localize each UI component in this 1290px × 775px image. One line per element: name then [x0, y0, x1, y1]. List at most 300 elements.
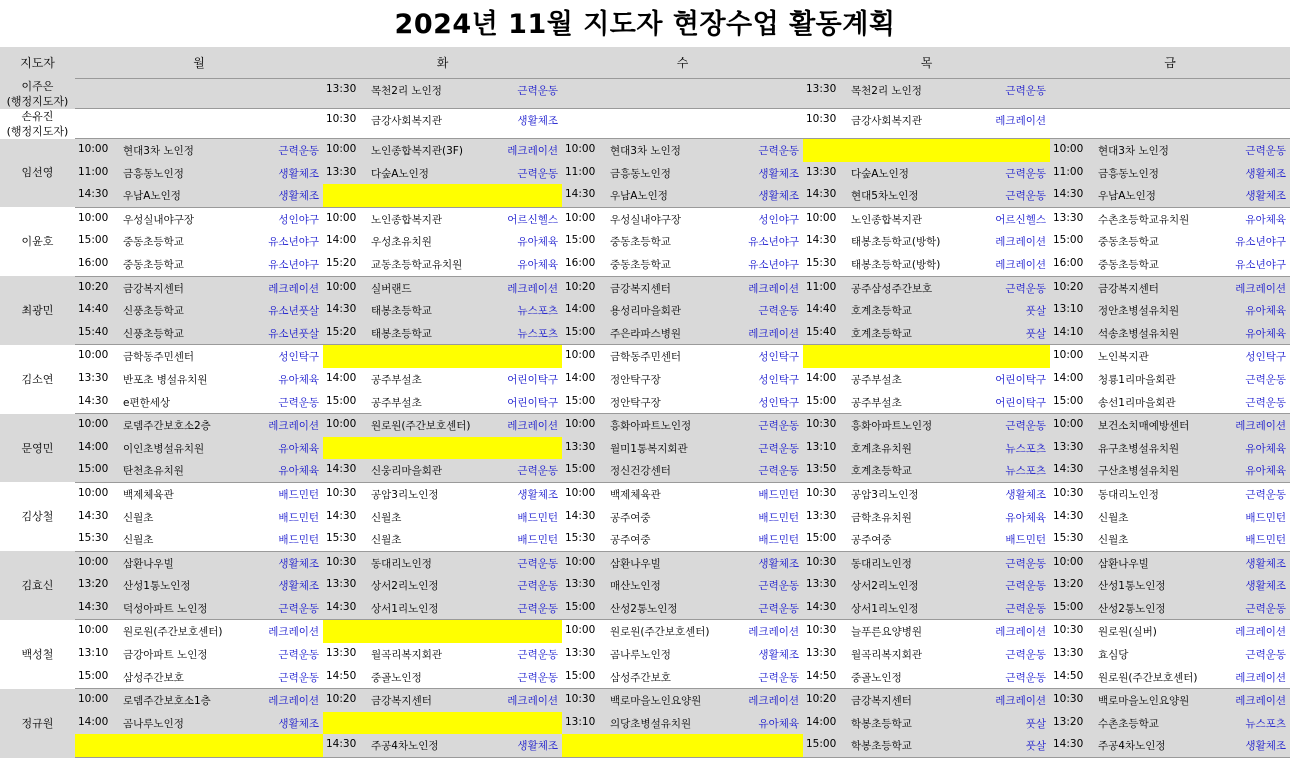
- session-activity: 성인탁구: [758, 351, 799, 364]
- session-time: 15:00: [78, 234, 109, 247]
- schedule-cell: [803, 689, 1050, 712]
- schedule-cell: [562, 368, 803, 391]
- schedule-cell: [803, 322, 1050, 345]
- session-time: 15:00: [806, 738, 837, 751]
- schedule-cell: [323, 528, 562, 551]
- schedule-cell: [1050, 253, 1290, 276]
- session-activity: 풋살: [1025, 305, 1046, 318]
- session-activity: 유아체육: [517, 236, 558, 249]
- session-activity: 근력운동: [278, 602, 319, 615]
- session-place: 우남A노인정: [1098, 190, 1156, 203]
- session-activity: 근력운동: [1005, 282, 1046, 295]
- page-title: 2024년 11월 지도자 현장수업 활동계획: [394, 9, 896, 40]
- session-place: 현대3차 노인정: [1098, 145, 1169, 157]
- schedule-cell: [1050, 139, 1290, 162]
- schedule-cell: [562, 620, 803, 643]
- schedule-cell: [75, 207, 323, 230]
- session-time: 14:30: [806, 188, 837, 201]
- session-time: 14:00: [806, 371, 837, 384]
- schedule-cell: [75, 253, 323, 276]
- session-time: 10:30: [806, 555, 837, 568]
- session-place: 원로원(실버): [1098, 626, 1157, 639]
- session-place: 이인초병설유치원: [123, 442, 205, 455]
- session-activity: 생활체조: [1245, 557, 1286, 570]
- session-place: 정신건강센터: [610, 465, 671, 478]
- session-time: 15:40: [78, 325, 109, 338]
- session-time: 15:40: [806, 325, 837, 338]
- session-time: 13:20: [1053, 578, 1084, 591]
- session-activity: 근력운동: [1245, 649, 1286, 662]
- session-place: 반포초 병설유치원: [123, 373, 208, 386]
- session-activity: 유소년풋살: [268, 305, 319, 318]
- session-activity: 유아체육: [278, 465, 319, 478]
- session-place: 금강복지센터: [851, 695, 912, 708]
- schedule-cell: [1050, 276, 1290, 299]
- session-time: 14:00: [326, 234, 357, 247]
- instructor-name: 김상철: [21, 510, 54, 524]
- session-time: 10:00: [565, 418, 596, 431]
- instructor-name: 문영민: [21, 441, 54, 455]
- session-place: 수촌초등학교: [1098, 717, 1159, 730]
- schedule-row: [0, 345, 1290, 368]
- session-time: 10:00: [806, 211, 837, 224]
- session-time: 15:20: [326, 325, 357, 338]
- session-place: 신풍초등학교: [123, 305, 184, 318]
- session-activity: 풋살: [1025, 740, 1046, 753]
- session-activity: 근력운동: [278, 671, 319, 684]
- session-time: 14:40: [78, 303, 109, 316]
- session-place: 공주부설초: [851, 373, 902, 386]
- session-place: 동대리노인정: [371, 557, 432, 570]
- session-place: 우남A노인정: [610, 190, 668, 203]
- instructor-name: 김소연: [21, 372, 54, 386]
- session-activity: 근력운동: [1005, 420, 1046, 433]
- session-place: 우남A노인정: [123, 190, 181, 203]
- session-place: 우성실내야구장: [123, 213, 195, 226]
- schedule-cell: [323, 207, 562, 230]
- schedule-cell: [562, 207, 803, 230]
- session-time: 10:20: [326, 693, 357, 706]
- session-time: 13:30: [326, 165, 357, 178]
- session-time: 13:30: [565, 440, 596, 453]
- session-time: 15:00: [1053, 234, 1084, 247]
- session-activity: 레크레이션: [1235, 671, 1286, 684]
- session-place: 효심당: [1098, 649, 1129, 662]
- schedule-cell: [323, 734, 562, 757]
- instructor-name-cell: [0, 482, 75, 551]
- schedule-row: [0, 368, 1290, 391]
- session-activity: 근력운동: [1245, 373, 1286, 386]
- schedule-cell: [1050, 368, 1290, 391]
- session-place: 신월초: [123, 511, 154, 524]
- session-time: 15:00: [326, 394, 357, 407]
- session-place: 탄천초유치원: [123, 465, 184, 478]
- session-place: 태봉초등학교: [371, 327, 432, 340]
- session-activity: 레크레이션: [507, 695, 558, 708]
- session-time: 14:00: [78, 715, 109, 728]
- schedule-cell: [803, 734, 1050, 757]
- session-activity: 어린이탁구: [995, 396, 1046, 409]
- schedule-cell: [1050, 414, 1290, 437]
- schedule-cell: [75, 712, 323, 735]
- schedule-cell: [803, 276, 1050, 299]
- session-time: 10:00: [1053, 555, 1084, 568]
- session-time: 10:00: [1053, 143, 1084, 155]
- schedule-cell: [323, 414, 562, 437]
- schedule-cell: [323, 368, 562, 391]
- session-activity: 근력운동: [1005, 671, 1046, 684]
- session-activity: 근력운동: [1245, 145, 1286, 157]
- session-activity: 근력운동: [758, 580, 799, 593]
- session-place: 월곡리복지회관: [371, 649, 443, 662]
- highlight-cell: [803, 345, 1050, 368]
- session-activity: 근력운동: [517, 602, 558, 615]
- session-place: e편한세상: [123, 396, 171, 409]
- session-place: 신월초: [371, 511, 402, 524]
- schedule-row: [0, 689, 1290, 712]
- schedule-cell: [1050, 184, 1290, 207]
- instructor-name-cell: [0, 620, 75, 689]
- session-activity: 레크레이션: [507, 282, 558, 295]
- session-time: 11:00: [1053, 165, 1084, 178]
- session-place: 금강복지센터: [610, 282, 671, 295]
- session-activity: 레크레이션: [1235, 282, 1286, 295]
- session-time: 14:30: [78, 188, 109, 201]
- session-place: 신웅리마을회관: [371, 465, 443, 478]
- session-time: 10:30: [806, 486, 837, 499]
- schedule-row: [0, 276, 1290, 299]
- header-friday: 금: [1050, 47, 1290, 79]
- session-place: 정안탁구장: [610, 373, 661, 386]
- session-time: 10:30: [326, 555, 357, 568]
- session-time: 15:20: [326, 256, 357, 269]
- schedule-cell: [75, 414, 323, 437]
- session-place: 로뎀주간보호소1층: [123, 695, 211, 708]
- schedule-cell: [803, 368, 1050, 391]
- session-time: 14:00: [326, 371, 357, 384]
- instructor-name-cell: [0, 345, 75, 414]
- session-place: 태봉초등학교(방학): [851, 258, 941, 271]
- session-place: 백제체육관: [610, 488, 661, 501]
- session-place: 삼환나우빌: [123, 557, 174, 570]
- schedule-cell: [1050, 643, 1290, 666]
- session-time: 11:00: [565, 165, 596, 178]
- session-place: 산성2통노인정: [1098, 602, 1166, 615]
- session-activity: 근력운동: [758, 671, 799, 684]
- session-place: 중동초등학교: [610, 258, 671, 271]
- schedule-cell: [562, 230, 803, 253]
- schedule-cell: [562, 79, 803, 109]
- schedule-cell: [562, 482, 803, 505]
- session-place: 신월초: [1098, 534, 1129, 547]
- session-time: 14:30: [326, 303, 357, 316]
- session-time: 10:00: [78, 418, 109, 431]
- session-place: 공주부설초: [851, 396, 902, 409]
- session-activity: 레크레이션: [995, 626, 1046, 639]
- session-activity: 뉴스포츠: [1005, 442, 1046, 455]
- session-activity: 생활체조: [1245, 190, 1286, 203]
- session-activity: 배드민턴: [278, 488, 319, 501]
- schedule-cell: [75, 666, 323, 689]
- session-time: 13:30: [326, 578, 357, 591]
- schedule-row: [0, 734, 1290, 757]
- session-place: 중동초등학교: [1098, 236, 1159, 249]
- session-activity: 배드민턴: [278, 534, 319, 547]
- session-place: 우성실내야구장: [610, 213, 682, 226]
- session-time: 14:30: [78, 394, 109, 407]
- schedule-cell: [803, 620, 1050, 643]
- session-place: 호계초유치원: [851, 442, 912, 455]
- schedule-row: [0, 574, 1290, 597]
- schedule-table: [0, 47, 1290, 758]
- schedule-cell: [75, 299, 323, 322]
- session-activity: 유아체육: [517, 258, 558, 271]
- session-place: 중골노인정: [851, 671, 902, 684]
- session-place: 삼환나우빌: [1098, 557, 1149, 570]
- session-place: 동대리노인정: [851, 557, 912, 570]
- session-place: 삼성주간보호: [610, 671, 671, 684]
- session-activity: 유아체육: [1245, 305, 1286, 318]
- session-time: 14:30: [326, 738, 357, 751]
- session-place: 금학동주민센터: [123, 351, 195, 364]
- session-place: 실버랜드: [371, 282, 412, 295]
- schedule-cell: [323, 230, 562, 253]
- session-place: 호계초등학교: [851, 305, 912, 318]
- session-activity: 배드민턴: [517, 534, 558, 547]
- session-place: 용성리마을회관: [610, 305, 682, 318]
- session-time: 15:00: [78, 669, 109, 682]
- session-place: 호계초등학교: [851, 465, 912, 478]
- schedule-cell: [803, 109, 1050, 139]
- session-place: 태봉초등학교: [371, 305, 432, 318]
- session-activity: 근력운동: [517, 671, 558, 684]
- session-activity: 유아체육: [278, 373, 319, 386]
- session-time: 10:00: [326, 280, 357, 293]
- header-tuesday: 화: [323, 47, 562, 79]
- session-place: 보건소치매예방센터: [1098, 420, 1190, 433]
- schedule-row: [0, 712, 1290, 735]
- schedule-cell: [562, 184, 803, 207]
- session-time: 10:00: [1053, 418, 1084, 431]
- session-activity: 레크레이션: [748, 327, 799, 340]
- session-activity: 근력운동: [1245, 396, 1286, 409]
- session-place: 목천2리 노인정: [851, 85, 922, 97]
- session-place: 흥화아파트노인정: [610, 420, 692, 433]
- session-time: 10:30: [326, 486, 357, 499]
- session-time: 13:30: [806, 647, 837, 660]
- session-time: 14:30: [326, 600, 357, 613]
- instructor-name-cell: [0, 689, 75, 758]
- session-activity: 레크레이션: [995, 236, 1046, 249]
- session-time: 14:30: [326, 463, 357, 476]
- session-time: 10:00: [78, 693, 109, 706]
- session-place: 목천2리 노인정: [371, 85, 442, 97]
- session-place: 상서2리노인정: [371, 580, 439, 593]
- session-time: 13:10: [78, 647, 109, 660]
- session-activity: 근력운동: [758, 305, 799, 318]
- session-time: 16:00: [565, 256, 596, 269]
- session-time: 15:00: [1053, 600, 1084, 613]
- session-time: 10:00: [78, 624, 109, 637]
- session-place: 공주부설초: [371, 373, 422, 386]
- session-place: 동대리노인정: [1098, 488, 1159, 501]
- session-place: 정안탁구장: [610, 396, 661, 409]
- session-time: 10:30: [806, 418, 837, 431]
- session-activity: 유아체육: [1245, 213, 1286, 226]
- session-time: 10:30: [326, 113, 357, 125]
- session-place: 신월초: [371, 534, 402, 547]
- schedule-cell: [75, 368, 323, 391]
- schedule-cell: [1050, 162, 1290, 185]
- session-time: 10:30: [806, 113, 837, 125]
- session-activity: 근력운동: [758, 465, 799, 478]
- session-place: 원로원(주간보호센터): [123, 626, 223, 639]
- session-time: 14:50: [1053, 669, 1084, 682]
- schedule-cell: [1050, 230, 1290, 253]
- session-time: 10:00: [565, 211, 596, 224]
- schedule-cell: [75, 643, 323, 666]
- schedule-cell: [323, 506, 562, 529]
- instructor-role: (행정지도자): [6, 94, 69, 108]
- schedule-cell: [323, 162, 562, 185]
- schedule-cell: [803, 437, 1050, 460]
- schedule-cell: [323, 391, 562, 414]
- session-time: 10:00: [326, 211, 357, 224]
- session-place: 금흥동노인정: [1098, 167, 1159, 180]
- session-activity: 유소년야구: [748, 236, 799, 249]
- session-place: 원로원(주간보호센터): [371, 420, 471, 433]
- schedule-cell: [1050, 712, 1290, 735]
- schedule-cell: [323, 689, 562, 712]
- schedule-cell: [323, 109, 562, 139]
- header-monday: 월: [75, 47, 323, 79]
- schedule-cell: [75, 574, 323, 597]
- session-place: 호계초등학교: [851, 327, 912, 340]
- session-place: 중동초등학교: [123, 258, 184, 271]
- session-activity: 레크레이션: [507, 420, 558, 433]
- schedule-cell: [75, 689, 323, 712]
- session-place: 금흥동노인정: [610, 167, 671, 180]
- schedule-cell: [1050, 482, 1290, 505]
- schedule-row: [0, 506, 1290, 529]
- session-place: 주공4차노인정: [1098, 740, 1166, 753]
- session-activity: 레크레이션: [748, 626, 799, 639]
- session-activity: 어린이탁구: [995, 373, 1046, 386]
- session-place: 늘푸른요양병원: [851, 626, 923, 639]
- session-place: 현대3차 노인정: [123, 145, 194, 157]
- session-activity: 근력운동: [517, 649, 558, 662]
- session-activity: 어르신헬스: [995, 213, 1046, 226]
- session-place: 노인복지관: [1098, 351, 1149, 364]
- schedule-row: [0, 482, 1290, 505]
- session-place: 청룡1리마을회관: [1098, 373, 1176, 386]
- schedule-row: [0, 391, 1290, 414]
- session-place: 곰나루노인정: [123, 717, 184, 730]
- header-wednesday: 수: [562, 47, 803, 79]
- session-time: 15:00: [565, 669, 596, 682]
- session-time: 10:00: [565, 349, 596, 362]
- session-time: 16:00: [78, 256, 109, 269]
- session-place: 주은라파스병원: [610, 327, 682, 340]
- highlight-cell: [75, 734, 323, 757]
- session-place: 금강복지센터: [371, 695, 432, 708]
- session-activity: 성인야구: [758, 213, 799, 226]
- session-place: 금강복지센터: [123, 282, 184, 295]
- instructor-name-cell: [0, 414, 75, 483]
- schedule-cell: [1050, 689, 1290, 712]
- session-place: 매산노인정: [610, 580, 661, 593]
- session-place: 월미1통복지회관: [610, 442, 688, 455]
- schedule-cell: [323, 459, 562, 482]
- session-time: 13:30: [565, 578, 596, 591]
- session-activity: 근력운동: [1005, 580, 1046, 593]
- session-time: 14:30: [78, 509, 109, 522]
- session-activity: 생활체조: [517, 115, 558, 127]
- session-activity: 근력운동: [278, 145, 319, 157]
- session-place: 공주여중: [851, 534, 892, 547]
- session-activity: 풋살: [1025, 717, 1046, 730]
- highlight-cell: [323, 437, 562, 460]
- session-time: 10:20: [1053, 280, 1084, 293]
- session-activity: 근력운동: [278, 649, 319, 662]
- session-activity: 생활체조: [517, 740, 558, 753]
- session-time: 10:00: [78, 486, 109, 499]
- schedule-cell: [323, 643, 562, 666]
- session-activity: 근력운동: [1005, 602, 1046, 615]
- session-time: 15:30: [1053, 532, 1084, 545]
- schedule-cell: [803, 666, 1050, 689]
- session-place: 현대3차 노인정: [610, 145, 681, 157]
- schedule-row: [0, 551, 1290, 574]
- session-place: 로뎀주간보호소2층: [123, 420, 211, 433]
- session-time: 13:30: [1053, 647, 1084, 660]
- session-place: 금강복지센터: [1098, 282, 1159, 295]
- session-time: 10:00: [1053, 349, 1084, 362]
- session-time: 13:10: [1053, 303, 1084, 316]
- session-time: 10:30: [1053, 693, 1084, 706]
- schedule-row: [0, 414, 1290, 437]
- schedule-cell: [562, 391, 803, 414]
- schedule-row: [0, 139, 1290, 162]
- session-place: 공암3리노인정: [851, 488, 919, 501]
- session-place: 다숲A노인정: [371, 167, 429, 180]
- session-time: 10:30: [1053, 486, 1084, 499]
- session-time: 13:20: [1053, 715, 1084, 728]
- schedule-cell: [75, 620, 323, 643]
- schedule-cell: [323, 482, 562, 505]
- schedule-row: [0, 207, 1290, 230]
- session-place: 산성1통노인정: [1098, 580, 1166, 593]
- session-activity: 레크레이션: [1235, 626, 1286, 639]
- session-time: 14:00: [565, 303, 596, 316]
- session-activity: 유아체육: [1245, 327, 1286, 340]
- session-time: 13:30: [565, 647, 596, 660]
- session-time: 10:00: [565, 624, 596, 637]
- session-time: 14:00: [1053, 371, 1084, 384]
- session-time: 14:30: [565, 509, 596, 522]
- schedule-row: [0, 79, 1290, 109]
- schedule-cell: [1050, 574, 1290, 597]
- session-place: 원로원(주간보호센터): [1098, 671, 1198, 684]
- schedule-cell: [562, 322, 803, 345]
- session-place: 상서2리노인정: [851, 580, 919, 593]
- session-activity: 생활체조: [1245, 167, 1286, 180]
- session-place: 신월초: [1098, 511, 1129, 524]
- session-place: 현대5차노인정: [851, 190, 919, 203]
- session-time: 10:20: [565, 280, 596, 293]
- schedule-cell: [75, 459, 323, 482]
- instructor-name-cell: [0, 139, 75, 208]
